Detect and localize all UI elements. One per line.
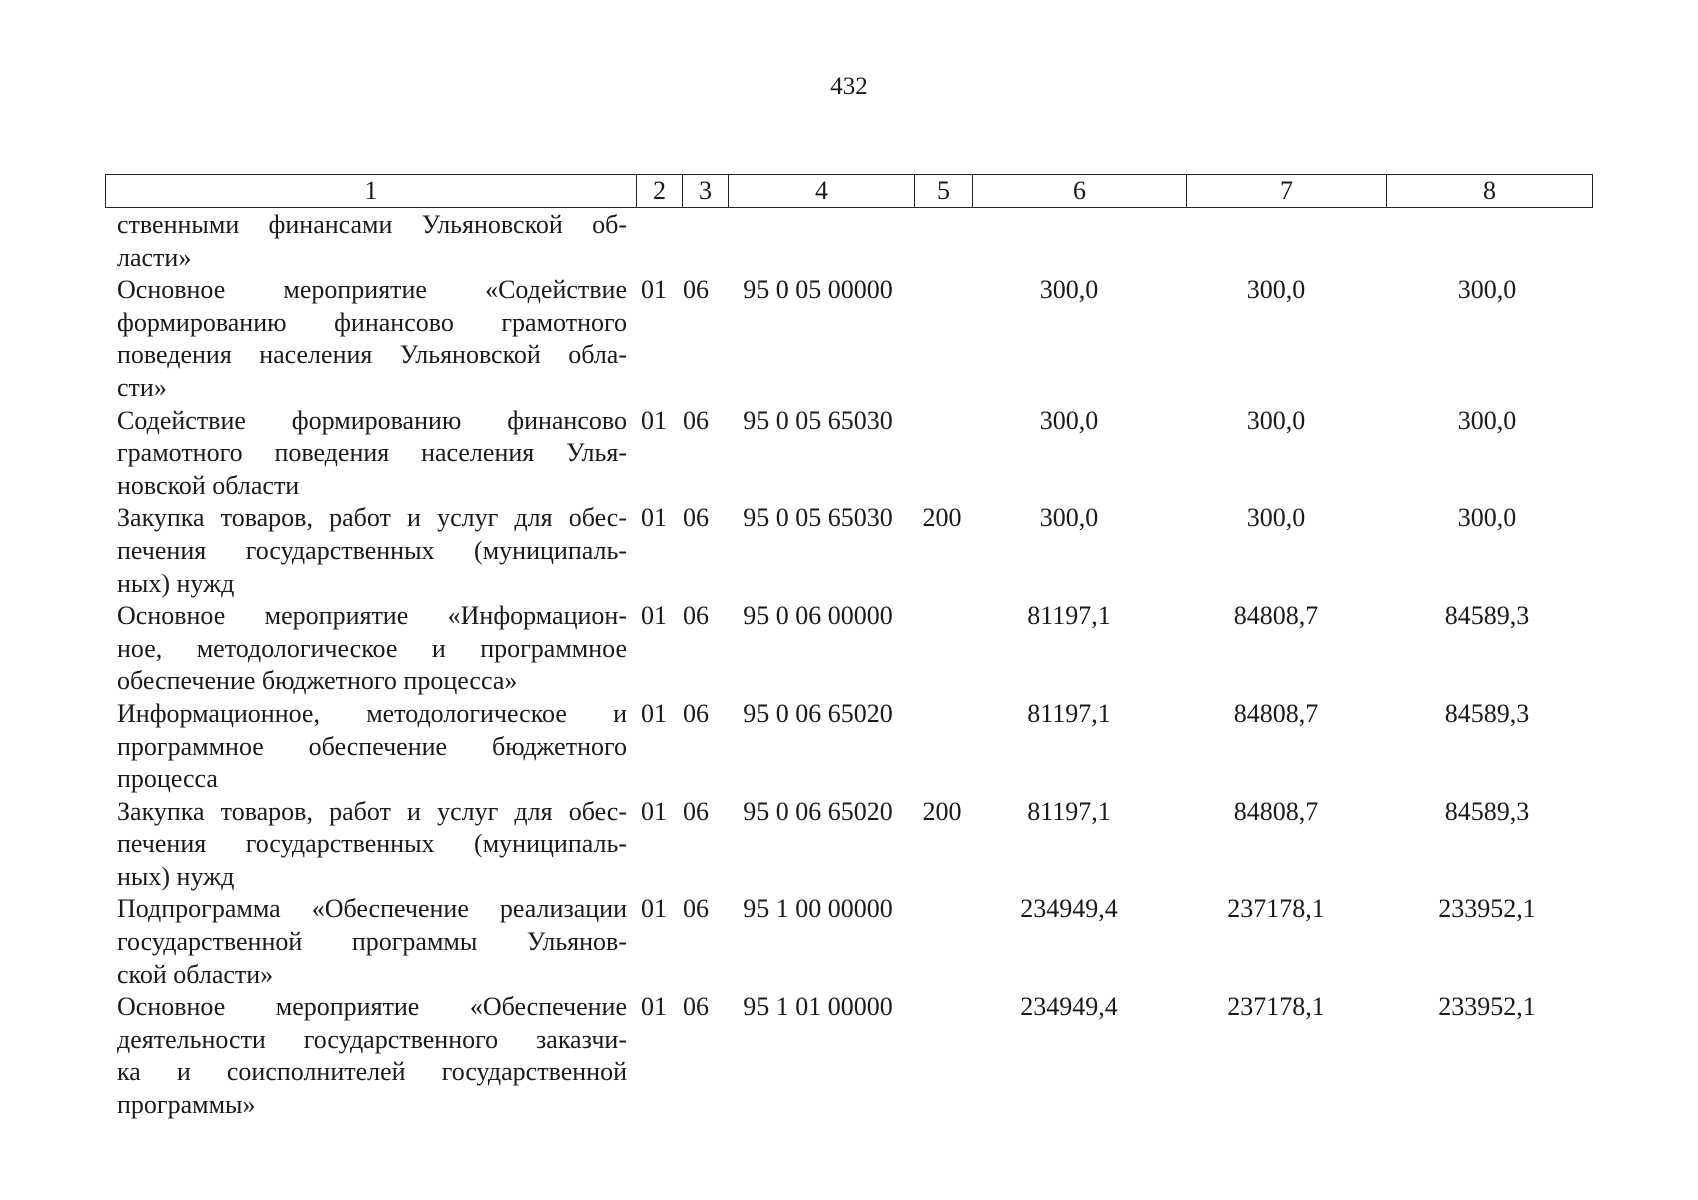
row-col-7: 237178,1 xyxy=(1227,894,1325,924)
row-description xyxy=(105,502,627,600)
row-col-6: 81197,1 xyxy=(1027,601,1111,631)
row-col-3: 06 xyxy=(683,698,709,728)
row-col-3: 06 xyxy=(683,601,709,631)
table-row xyxy=(105,502,1593,600)
row-col-6: 300,0 xyxy=(1039,503,1099,533)
row-col-7: 300,0 xyxy=(1246,405,1306,435)
table-row xyxy=(105,698,1593,796)
row-col-4: 95 1 00 00000 xyxy=(743,894,893,924)
row-col-7: 237178,1 xyxy=(1227,992,1325,1022)
table-row xyxy=(105,405,1593,503)
table-row xyxy=(105,274,1593,404)
row-col-7: 84808,7 xyxy=(1233,698,1319,728)
row-description xyxy=(105,600,627,698)
row-col-8: 233952,1 xyxy=(1438,894,1536,924)
table-header xyxy=(105,174,1593,208)
row-col-4: 95 0 05 65030 xyxy=(743,503,893,533)
description-line: Закупка товаров, работ и услуг для обес- xyxy=(117,796,627,826)
row-col-8: 84589,3 xyxy=(1444,698,1530,728)
row-description xyxy=(105,893,627,991)
row-col-8: 233952,1 xyxy=(1438,992,1536,1022)
row-col-2: 01 xyxy=(641,405,667,435)
row-description xyxy=(105,405,627,503)
table-body xyxy=(105,209,1593,1122)
row-col-7: 300,0 xyxy=(1246,503,1306,533)
header-col-3: 3 xyxy=(683,175,729,207)
row-col-8: 300,0 xyxy=(1457,275,1517,305)
header-col-8: 8 xyxy=(1483,176,1496,205)
description-line: грамотного поведения населения Улья- xyxy=(117,438,627,468)
description-line: сти» xyxy=(117,372,167,402)
row-col-6: 300,0 xyxy=(1039,405,1099,435)
description-line: печения государственных (муниципаль- xyxy=(117,535,627,565)
row-col-6: 81197,1 xyxy=(1027,796,1111,826)
header-col-1: 1 xyxy=(106,175,637,207)
description-line: Основное мероприятие «Информацион- xyxy=(117,601,627,631)
row-col-2: 01 xyxy=(641,894,667,924)
row-description xyxy=(105,274,627,404)
table-row xyxy=(105,600,1593,698)
description-line: формированию финансово грамотного xyxy=(117,307,627,337)
description-line: деятельности государственного заказчи- xyxy=(117,1024,627,1054)
description-line: ных) нужд xyxy=(117,861,235,891)
row-description xyxy=(105,991,627,1121)
description-line: программы» xyxy=(117,1090,256,1120)
row-description xyxy=(105,796,627,894)
row-col-8: 84589,3 xyxy=(1444,601,1530,631)
row-col-4: 95 0 06 00000 xyxy=(743,601,893,631)
row-col-6: 300,0 xyxy=(1039,275,1099,305)
row-col-3: 06 xyxy=(683,503,709,533)
row-col-3: 06 xyxy=(683,275,709,305)
description-line: ственными финансами Ульяновской об- xyxy=(117,210,627,239)
row-description xyxy=(105,209,627,274)
row-col-4: 95 0 05 00000 xyxy=(743,275,893,305)
description-line: Основное мероприятие «Содействие xyxy=(117,275,627,305)
description-line: государственной программы Ульянов- xyxy=(117,927,627,957)
row-col-4: 95 0 05 65030 xyxy=(743,405,893,435)
row-description xyxy=(105,698,627,796)
description-line: Информационное, методологическое и xyxy=(117,698,627,728)
description-line: новской области xyxy=(117,470,300,500)
row-col-3: 06 xyxy=(683,405,709,435)
row-col-2: 01 xyxy=(641,796,667,826)
row-col-6: 234949,4 xyxy=(1020,894,1118,924)
row-col-8: 84589,3 xyxy=(1444,796,1530,826)
description-line: ской области» xyxy=(117,959,274,989)
row-col-6: 234949,4 xyxy=(1020,992,1118,1022)
description-line: поведения населения Ульяновской обла- xyxy=(117,340,627,370)
header-col-5: 5 xyxy=(915,175,973,207)
row-col-8: 300,0 xyxy=(1457,503,1517,533)
description-line: Закупка товаров, работ и услуг для обес- xyxy=(117,503,627,533)
row-col-2: 01 xyxy=(641,601,667,631)
row-col-4: 95 0 06 65020 xyxy=(743,698,893,728)
row-col-3: 06 xyxy=(683,894,709,924)
row-col-5: 200 xyxy=(922,503,962,533)
description-line: печения государственных (муниципаль- xyxy=(117,829,627,859)
description-line: процесса xyxy=(117,764,218,794)
row-col-7: 84808,7 xyxy=(1233,601,1319,631)
row-col-7: 300,0 xyxy=(1246,275,1306,305)
row-col-3: 06 xyxy=(683,796,709,826)
row-col-3: 06 xyxy=(683,992,709,1022)
header-col-7: 7 xyxy=(1187,175,1387,207)
row-col-5: 200 xyxy=(922,796,962,826)
row-col-2: 01 xyxy=(641,698,667,728)
row-col-2: 01 xyxy=(641,992,667,1022)
page-number: 432 xyxy=(830,73,868,100)
description-line: Подпрограмма «Обеспечение реализации xyxy=(117,894,627,924)
row-col-4: 95 1 01 00000 xyxy=(743,992,893,1022)
header-col-4: 4 xyxy=(729,175,915,207)
row-col-4: 95 0 06 65020 xyxy=(743,796,893,826)
description-line: программное обеспечение бюджетного xyxy=(117,731,627,761)
description-line: Содействие формированию финансово xyxy=(117,405,627,435)
row-col-8: 300,0 xyxy=(1457,405,1517,435)
description-line: ласти» xyxy=(117,242,192,272)
table-row xyxy=(105,893,1593,991)
description-line: ных) нужд xyxy=(117,568,235,598)
table-row xyxy=(105,209,1593,274)
description-line: Основное мероприятие «Обеспечение xyxy=(117,992,627,1022)
table-row xyxy=(105,796,1593,894)
description-line: ка и соисполнителей государственной xyxy=(117,1057,627,1087)
description-line: ное, методологическое и программное xyxy=(117,633,627,663)
table-row xyxy=(105,991,1593,1121)
row-col-2: 01 xyxy=(641,503,667,533)
header-col-2: 2 xyxy=(637,175,683,207)
header-col-6: 6 xyxy=(973,175,1187,207)
row-col-7: 84808,7 xyxy=(1233,796,1319,826)
row-col-6: 81197,1 xyxy=(1027,698,1111,728)
description-line: обеспечение бюджетного процесса» xyxy=(117,666,518,696)
row-col-2: 01 xyxy=(641,275,667,305)
